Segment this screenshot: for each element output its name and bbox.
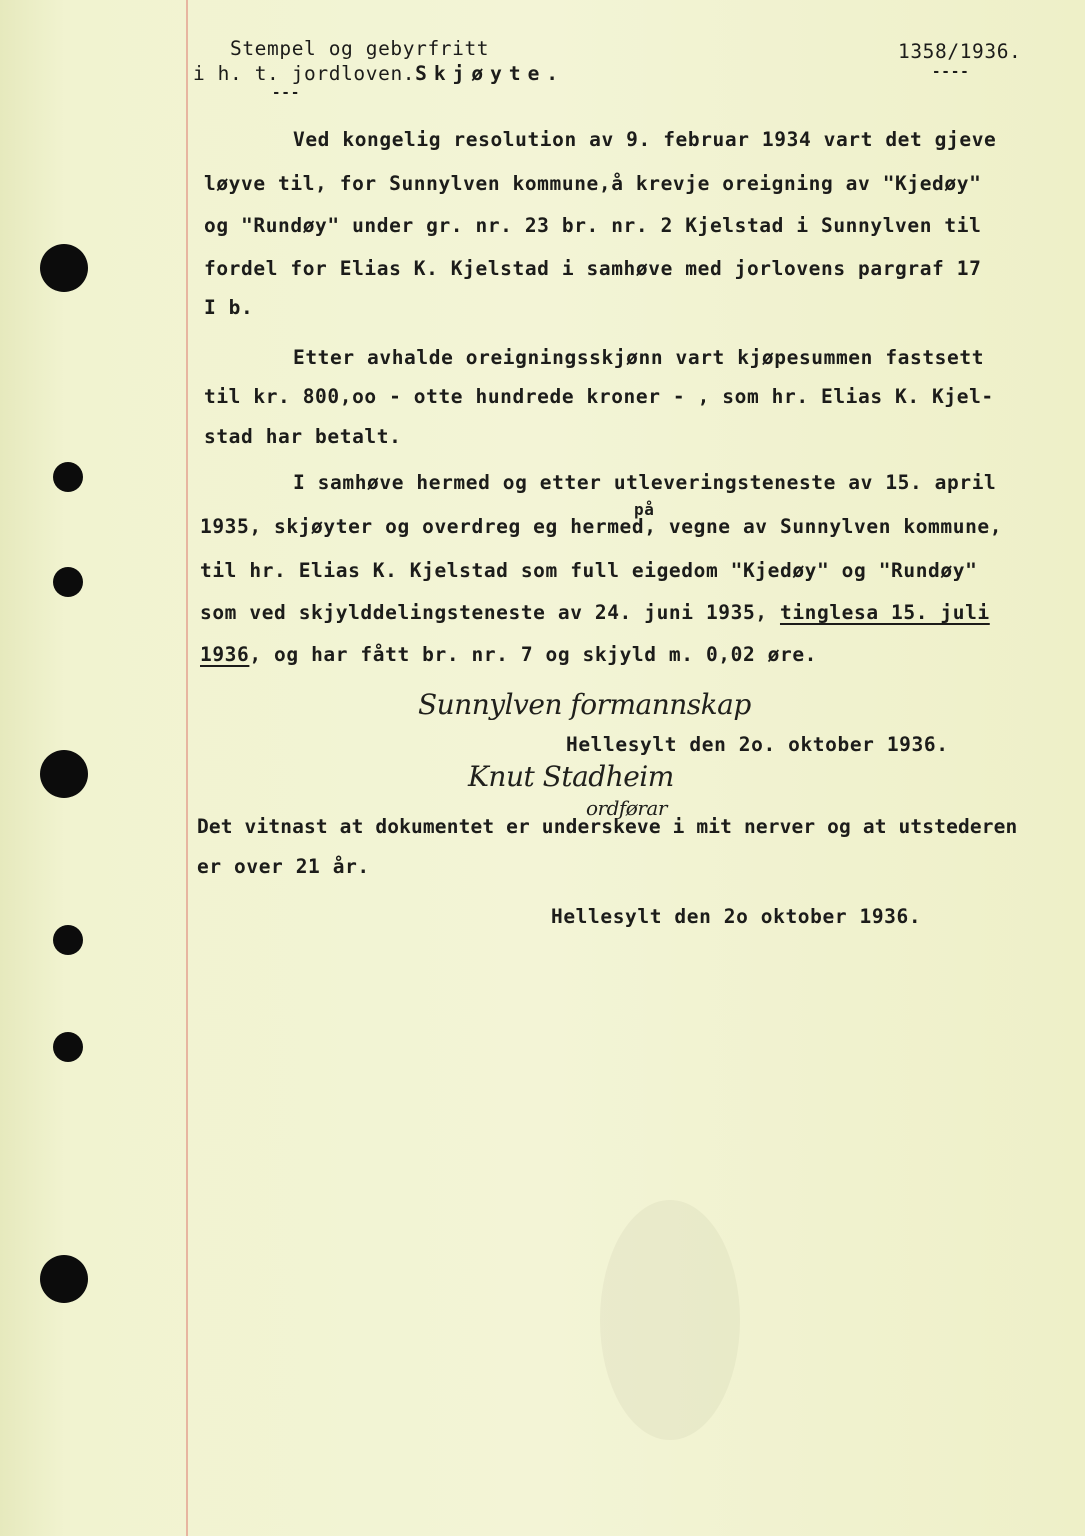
paragraph-2-line-3: stad har betalt. bbox=[204, 425, 402, 448]
paragraph-3-line-2: 1935, skjøyter og overdreg eg hermed, vegne av Sunnylven kommune, bbox=[200, 515, 1003, 538]
punch-hole bbox=[40, 244, 88, 292]
margin-line bbox=[186, 0, 188, 1536]
paragraph-3-line-5-text: , og har fått br. nr. 7 og skjyld m. 0,02 øre. bbox=[249, 643, 818, 666]
paragraph-1-line-5: I b. bbox=[204, 296, 254, 319]
registration-year-underlined: 1936 bbox=[200, 643, 250, 666]
punch-hole bbox=[53, 1032, 83, 1062]
registration-date-underlined: tinglesa 15. juli bbox=[779, 601, 990, 624]
paragraph-3-line-1: I samhøve hermed og etter utleveringsteneste av 15. april bbox=[293, 471, 997, 494]
witness-line-1: Det vitnast at dokumentet er underskeve i mit nerver og at utstederen bbox=[197, 815, 1018, 838]
paragraph-1-line-1: Ved kongelig resolution av 9. februar 1934 vart det gjeve bbox=[293, 128, 997, 151]
paragraph-3-line-4-text: som ved skjylddelingsteneste av 24. juni 1935, bbox=[200, 601, 780, 624]
paragraph-1-line-2: løyve til, for Sunnylven kommune,å krevje oreigning av "Kjedøy" bbox=[204, 172, 982, 195]
paragraph-3-insert: på bbox=[634, 500, 655, 519]
stamp-line-2 bbox=[193, 62, 565, 86]
witness-line-2: er over 21 år. bbox=[197, 855, 370, 878]
reference-dashes: ---- bbox=[932, 64, 970, 80]
paragraph-3-line-4 bbox=[200, 601, 990, 625]
stamp-dashes: --- bbox=[272, 85, 301, 101]
stamp-line-1: Stempel og gebyrfritt bbox=[230, 37, 490, 60]
punch-hole bbox=[40, 1255, 88, 1303]
reference-number: 1358/1936. bbox=[898, 40, 1022, 63]
paragraph-3-line-5 bbox=[200, 643, 817, 667]
paragraph-1-line-3: og "Rundøy" under gr. nr. 23 br. nr. 2 Kjelstad i Sunnylven til bbox=[204, 214, 982, 237]
place-date-1: Hellesylt den 2o. oktober 1936. bbox=[566, 733, 949, 756]
punch-hole bbox=[40, 750, 88, 798]
watermark bbox=[600, 1200, 740, 1440]
punch-hole bbox=[53, 462, 83, 492]
paragraph-1-line-4: fordel for Elias K. Kjelstad i samhøve med jorlovens pargraf 17 bbox=[204, 257, 982, 280]
handwritten-formannskap: Sunnylven formannskap bbox=[418, 688, 751, 721]
handwritten-signature: Knut Stadheim bbox=[468, 760, 674, 793]
paragraph-2-line-1: Etter avhalde oreigningsskjønn vart kjøpesummen fastsett bbox=[293, 346, 985, 369]
punch-hole bbox=[53, 925, 83, 955]
document-title: Skjøyte. bbox=[415, 62, 566, 85]
handwritten-title: ordførar bbox=[586, 796, 667, 820]
paragraph-3-line-3: til hr. Elias K. Kjelstad som full eigedom "Kjedøy" og "Rundøy" bbox=[200, 559, 978, 582]
paragraph-2-line-2: til kr. 800,oo - otte hundrede kroner - , som hr. Elias K. Kjel- bbox=[204, 385, 994, 408]
stamp-line-2-text: i h. t. jordloven. bbox=[193, 62, 416, 85]
punch-hole bbox=[53, 567, 83, 597]
place-date-2: Hellesylt den 2o oktober 1936. bbox=[551, 905, 922, 928]
